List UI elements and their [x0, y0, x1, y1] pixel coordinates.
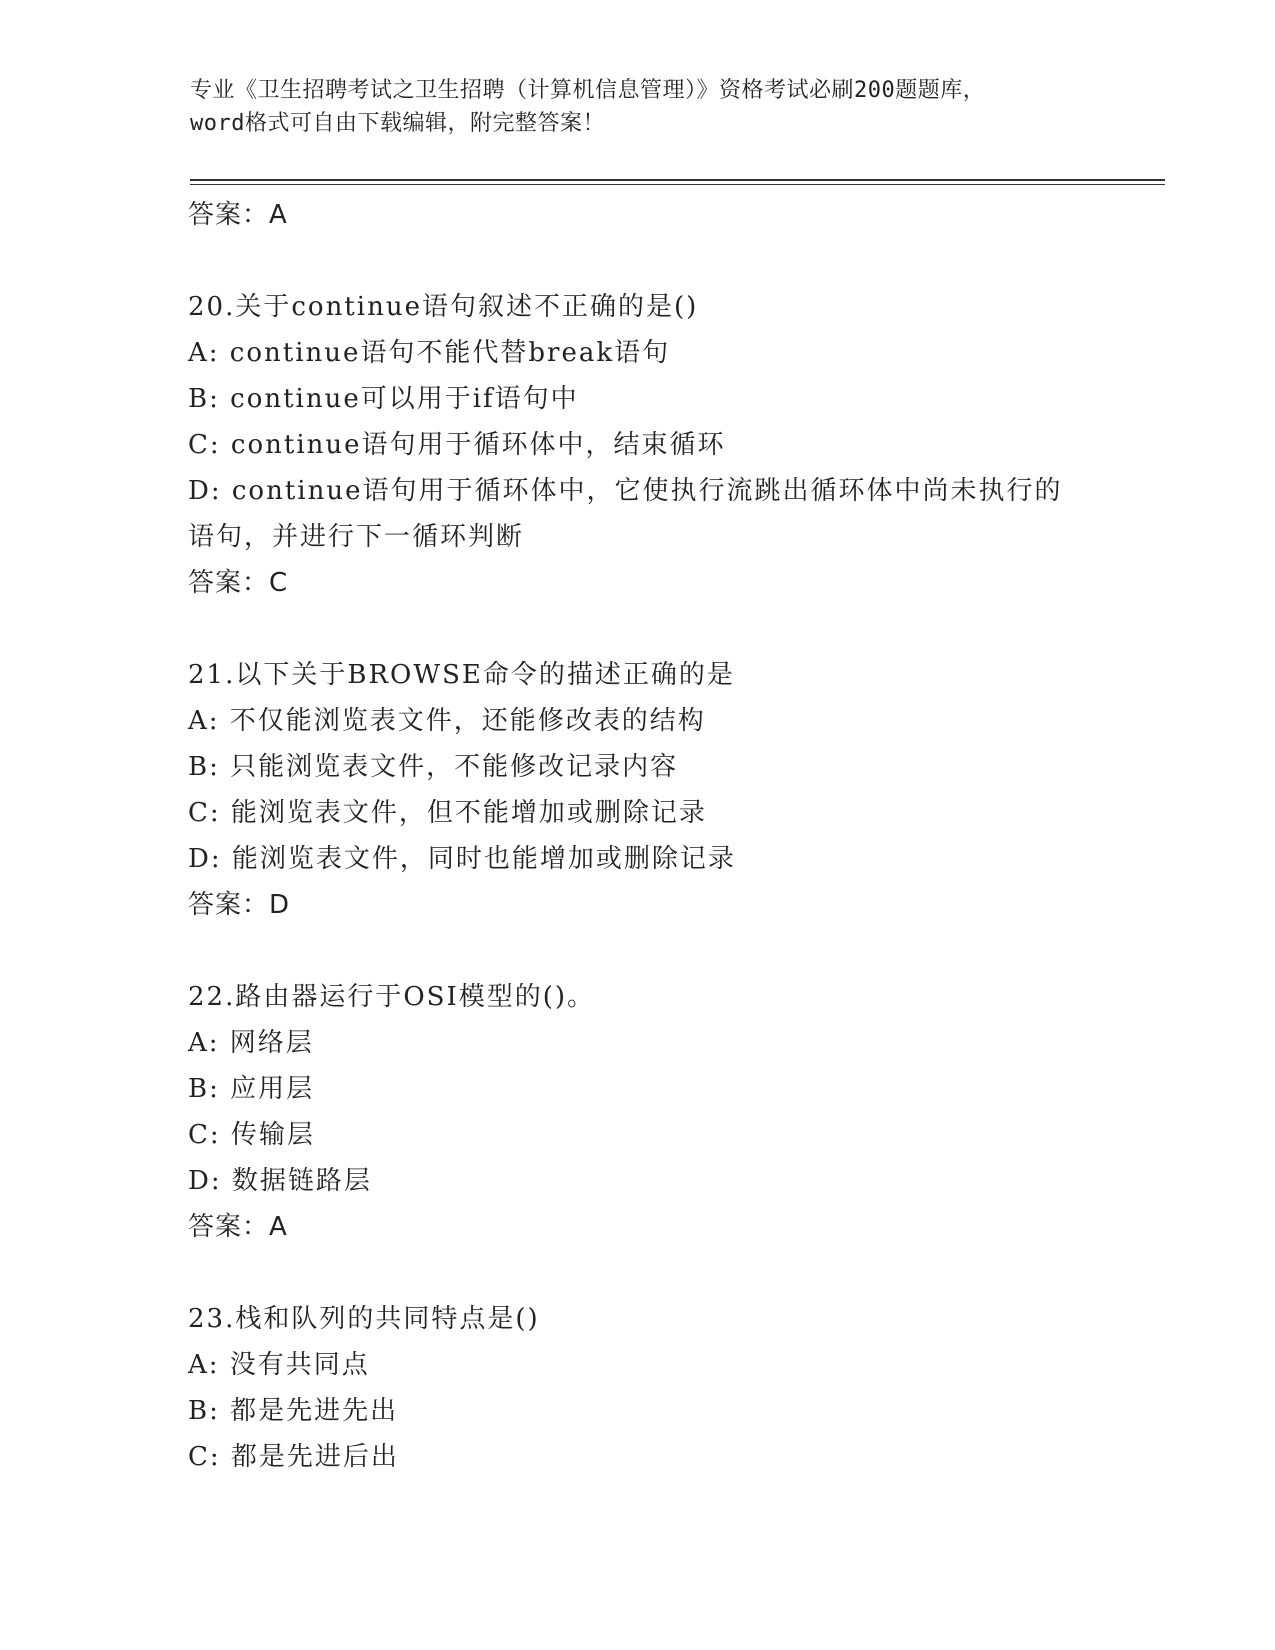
option-line: C: 能浏览表文件，但不能增加或删除记录	[188, 798, 707, 828]
option-line: A: 不仅能浏览表文件，还能修改表的结构	[188, 706, 706, 736]
option-line: A: 没有共同点	[188, 1350, 370, 1380]
question-block	[188, 284, 1108, 606]
option-line: C: 传输层	[188, 1120, 315, 1150]
answer-line: 答案：D	[188, 890, 291, 920]
header-rule-thick	[190, 179, 1165, 181]
header-rule-thin	[190, 184, 1165, 185]
question-stem: 21.以下关于BROWSE命令的描述正确的是	[188, 660, 735, 690]
option-line: D: continue语句用于循环体中，它使执行流跳出循环体中尚未执行的	[188, 476, 1063, 506]
spacer	[188, 928, 1108, 974]
question-block	[188, 652, 1108, 928]
option-line: D: 数据链路层	[188, 1166, 372, 1196]
header-line-1: 专业《卫生招聘考试之卫生招聘（计算机信息管理）》资格考试必刷200题题库，	[190, 78, 986, 103]
option-line: D: 能浏览表文件，同时也能增加或删除记录	[188, 844, 736, 874]
question-stem: 23.栈和队列的共同特点是()	[188, 1304, 540, 1334]
question-stem: 22.路由器运行于OSI模型的()。	[188, 982, 596, 1012]
question-block	[188, 1296, 1108, 1480]
header-line-2: word格式可自由下载编辑，附完整答案！	[190, 111, 605, 136]
document-body	[188, 192, 1108, 1480]
spacer	[188, 238, 1108, 284]
option-line: B: continue可以用于if语句中	[188, 384, 579, 414]
answer-line: 答案：A	[188, 200, 288, 230]
option-line-continued: 语句，并进行下一循环判断	[188, 522, 525, 552]
spacer	[188, 1250, 1108, 1296]
option-line: B: 只能浏览表文件，不能修改记录内容	[188, 752, 679, 782]
question-stem: 20.关于continue语句叙述不正确的是()	[188, 292, 699, 322]
option-line: C: continue语句用于循环体中，结束循环	[188, 430, 726, 460]
option-line: A: 网络层	[188, 1028, 314, 1058]
option-line: C: 都是先进后出	[188, 1442, 399, 1472]
document-header	[190, 74, 1090, 140]
spacer	[188, 606, 1108, 652]
answer-line: 答案：C	[188, 568, 289, 598]
option-line: B: 应用层	[188, 1074, 315, 1104]
option-line: A: continue语句不能代替break语句	[188, 338, 671, 368]
question-block	[188, 974, 1108, 1250]
answer-line: 答案：A	[188, 1212, 288, 1242]
option-line: B: 都是先进先出	[188, 1396, 399, 1426]
